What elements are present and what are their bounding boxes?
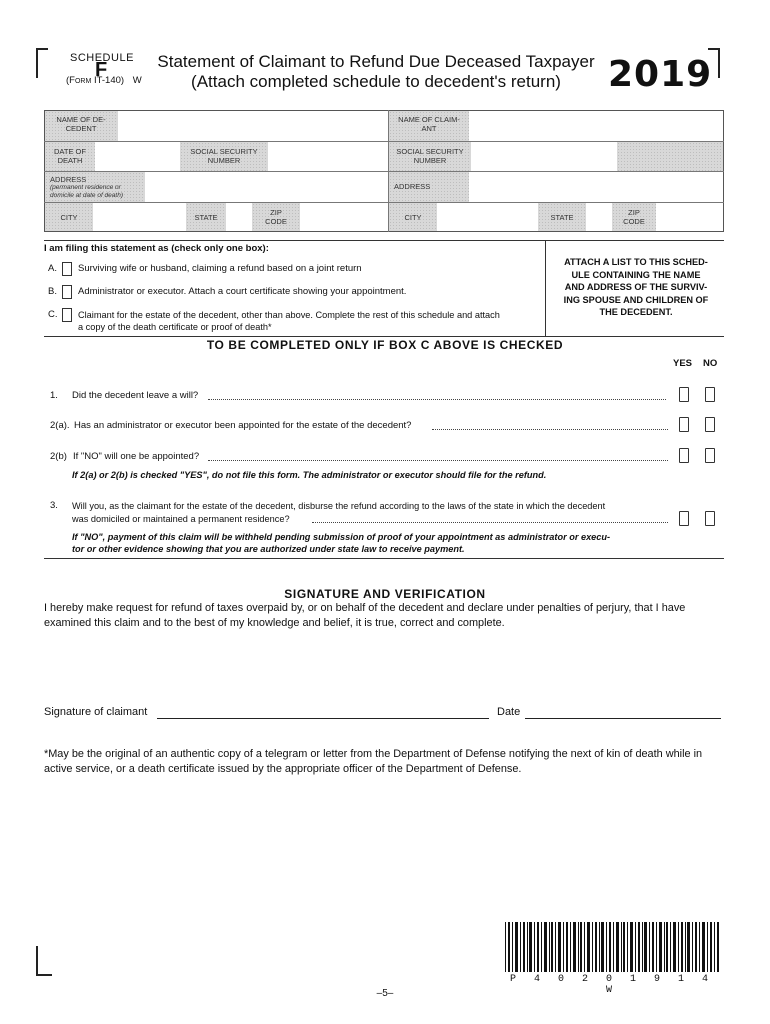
question-1-no-box[interactable] bbox=[705, 387, 715, 402]
label-address-claimant: ADDRESS bbox=[394, 182, 431, 191]
question-2a-text: Has an administrator or executor been appointed for the estate of the decedent? bbox=[74, 420, 412, 431]
schedule-letter: F bbox=[95, 59, 108, 81]
question-1-number: 1. bbox=[50, 390, 58, 401]
corner-mark-bottom-left bbox=[36, 946, 52, 976]
date-line[interactable] bbox=[525, 718, 721, 719]
question-2b-number: 2(b) bbox=[50, 451, 67, 462]
barcode bbox=[505, 922, 719, 972]
checkbox-option-c[interactable] bbox=[62, 308, 72, 322]
declaration-line-2: examined this claim and to the best of my knowledge and belief, it is true, correct and complete. bbox=[44, 617, 505, 629]
date-label: Date bbox=[497, 706, 521, 718]
input-zip-claimant[interactable] bbox=[656, 203, 723, 231]
question-2b-yes-box[interactable] bbox=[679, 448, 689, 463]
input-ssn-decedent[interactable] bbox=[268, 142, 388, 171]
option-a-text: Surviving wife or husband, claiming a refund based on a joint return bbox=[78, 263, 362, 274]
attach-note-line-3: AND ADDRESS OF THE SURVIV- bbox=[564, 282, 708, 292]
question-3-number: 3. bbox=[50, 500, 58, 511]
option-c-letter: C. bbox=[48, 309, 58, 320]
label-date-death: DATE OF DEATH bbox=[54, 147, 86, 165]
footnote-line-2: active service, or a death certificate issued by the appropriate officer of the Department of Defense. bbox=[44, 763, 522, 775]
option-b-letter: B. bbox=[48, 286, 57, 297]
page-number: –5– bbox=[376, 988, 394, 999]
checkbox-option-a[interactable] bbox=[62, 262, 72, 276]
input-state-claimant[interactable] bbox=[586, 203, 612, 231]
label-state-claimant: STATE bbox=[550, 213, 574, 222]
note-question-3-2: tor or other evidence showing that you are authorized under state law to receive payment. bbox=[72, 544, 465, 554]
note-question-3-1: If "NO", payment of this claim will be withheld pending submission of proof of your appointment as administrator or execu- bbox=[72, 532, 611, 542]
input-zip-decedent[interactable] bbox=[300, 203, 388, 231]
attach-note-line-1: ATTACH A LIST TO THIS SCHED- bbox=[564, 257, 708, 267]
no-column-header: NO bbox=[703, 358, 718, 369]
label-zip-decedent: ZIP CODE bbox=[265, 208, 287, 226]
signature-line[interactable] bbox=[157, 718, 489, 719]
form-number: IT-140) bbox=[93, 75, 125, 86]
attach-note-line-2: ULE CONTAINING THE NAME bbox=[571, 269, 701, 280]
input-address-claimant[interactable] bbox=[469, 172, 723, 202]
attach-note-line-5: THE DECEDENT. bbox=[599, 307, 673, 317]
question-2a-no-box[interactable] bbox=[705, 417, 715, 432]
signature-heading: SIGNATURE AND VERIFICATION bbox=[284, 587, 486, 601]
input-city-claimant[interactable] bbox=[437, 203, 538, 231]
form-title bbox=[156, 52, 596, 92]
footnote-line-1: *May be the original of an authentic copy of a telegram or letter from the Department of Defense notifying the next of kin of death while in bbox=[44, 748, 703, 760]
filing-heading: I am filing this statement as (check only one box): bbox=[44, 243, 269, 254]
attach-note-line-4: ING SPOUSE AND CHILDREN OF bbox=[563, 294, 709, 305]
checkbox-option-b[interactable] bbox=[62, 285, 72, 299]
attach-list-note bbox=[548, 256, 724, 319]
input-address-decedent[interactable] bbox=[145, 172, 388, 202]
question-2b-no-box[interactable] bbox=[705, 448, 715, 463]
form-prefix: (Form bbox=[66, 75, 92, 86]
form-reference bbox=[66, 75, 142, 86]
input-name-decedent[interactable] bbox=[118, 111, 388, 141]
label-ssn-claimant: SOCIAL SECURITY NUMBER bbox=[396, 147, 464, 165]
input-date-death[interactable] bbox=[95, 142, 180, 171]
declaration-line-1: I hereby make request for refund of taxes overpaid by, or on behalf of the decedent and declare under penalties of perjury, that I have bbox=[44, 602, 686, 614]
question-3-yes-box[interactable] bbox=[679, 511, 689, 526]
question-1-text: Did the decedent leave a will? bbox=[72, 390, 199, 401]
question-1-yes-box[interactable] bbox=[679, 387, 689, 402]
label-state-decedent: STATE bbox=[194, 213, 218, 222]
option-a-letter: A. bbox=[48, 263, 57, 274]
schedule-label: SCHEDULE bbox=[70, 52, 134, 64]
form-suffix: W bbox=[132, 75, 142, 86]
tax-year: 2019 bbox=[608, 54, 713, 95]
question-2a-yes-box[interactable] bbox=[679, 417, 689, 432]
input-city-decedent[interactable] bbox=[93, 203, 186, 231]
label-ssn-decedent: SOCIAL SECURITY NUMBER bbox=[190, 147, 258, 165]
label-zip-claimant: ZIP CODE bbox=[623, 208, 645, 226]
note-question-2: If 2(a) or 2(b) is checked "YES", do not file this form. The administrator or executor should file for the refund. bbox=[72, 470, 547, 480]
label-city-claimant: CITY bbox=[404, 213, 422, 222]
option-c-text-2: a copy of the death certificate or proof of death* bbox=[78, 322, 272, 332]
question-2b-text: If "NO" will one be appointed? bbox=[73, 451, 200, 462]
label-address-note: (permanent residence or domicile at date of death) bbox=[50, 184, 123, 199]
title-line-1: Statement of Claimant to Refund Due Deceased Taxpayer bbox=[157, 52, 595, 71]
label-address-decedent: ADDRESS bbox=[50, 175, 87, 184]
label-name-decedent: NAME OF DE- CEDENT bbox=[56, 115, 106, 133]
corner-mark-top-left bbox=[36, 48, 48, 78]
barcode-text: P 4 0 2 0 1 9 1 4 W bbox=[509, 974, 715, 996]
label-name-claimant: NAME OF CLAIM- ANT bbox=[398, 115, 460, 133]
signature-label: Signature of claimant bbox=[44, 706, 148, 718]
input-ssn-claimant[interactable] bbox=[471, 142, 617, 171]
option-c-text-1: Claimant for the estate of the decedent, other than above. Complete the rest of this schedule and attach bbox=[78, 310, 500, 320]
question-3-no-box[interactable] bbox=[705, 511, 715, 526]
option-b-text: Administrator or executor. Attach a court certificate showing your appointment. bbox=[78, 286, 407, 297]
question-2a-number: 2(a). bbox=[50, 420, 70, 431]
label-city-decedent: CITY bbox=[60, 213, 78, 222]
box-c-heading: TO BE COMPLETED ONLY IF BOX C ABOVE IS CHECKED bbox=[206, 338, 564, 352]
title-line-2: (Attach completed schedule to decedent's return) bbox=[191, 72, 561, 91]
input-name-claimant[interactable] bbox=[469, 111, 723, 141]
input-state-decedent[interactable] bbox=[226, 203, 252, 231]
yes-column-header: YES bbox=[673, 358, 693, 369]
question-3-text-2: was domiciled or maintained a permanent residence? bbox=[72, 514, 290, 524]
question-3-text-1: Will you, as the claimant for the estate of the decedent, disburse the refund according to the laws of the state in which the decedent bbox=[72, 501, 606, 511]
